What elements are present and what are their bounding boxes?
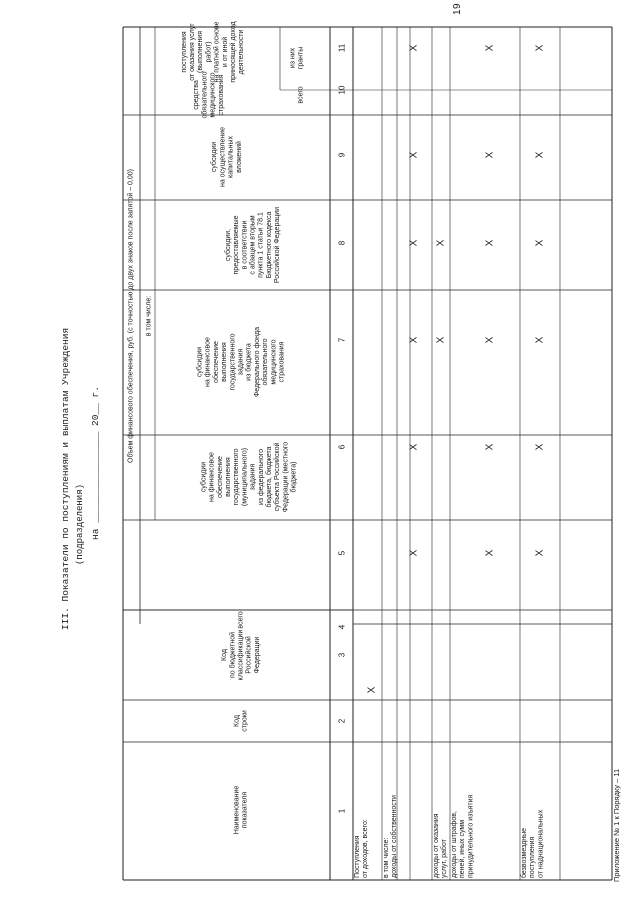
svg-text:медицинского: медицинского (270, 339, 278, 385)
svg-text:X: X (408, 336, 420, 344)
svg-text:на платной основе: на платной основе (213, 21, 221, 83)
header-col7 (224, 207, 281, 283)
svg-text:Код: Код (233, 715, 241, 727)
svg-text:в том числе:: в том числе: (383, 837, 390, 878)
svg-text:X: X (534, 239, 546, 247)
svg-text:выполнения: выполнения (225, 457, 232, 497)
svg-text:приносящей доход: приносящей доход (230, 21, 237, 83)
svg-text:задания: задания (237, 348, 245, 376)
col-number-11 (338, 43, 347, 52)
header-col10 (181, 21, 245, 82)
svg-text:Российской Федерации: Российской Федерации (274, 206, 282, 284)
svg-text:4: 4 (337, 624, 347, 630)
svg-text:поступления: поступления (180, 31, 188, 73)
row-label-1 (354, 819, 369, 878)
svg-text:страхования: страхования (278, 341, 286, 383)
header-indicator-name (233, 786, 248, 835)
date-line: на ________________ 20__ г. (90, 386, 101, 540)
svg-text:поступления: поступления (529, 836, 537, 878)
col-number-10 (338, 85, 347, 94)
svg-text:всего: всего (237, 611, 245, 629)
svg-text:X: X (534, 151, 546, 159)
svg-text:доходы от собственности: доходы от собственности (391, 795, 399, 878)
svg-text:X: X (408, 151, 420, 159)
svg-text:из федерального: из федерального (257, 448, 265, 506)
svg-text:средства: средства (193, 80, 201, 110)
row-4-mark-c11 (485, 44, 496, 51)
col-number-3 (338, 652, 347, 657)
svg-text:вложений: вложений (235, 141, 243, 173)
svg-text:X: X (366, 686, 378, 694)
header-kbk-code (221, 630, 261, 681)
header-col11 (289, 47, 304, 69)
svg-text:Российской: Российской (245, 636, 253, 674)
row-4-mark-c9 (485, 151, 496, 158)
svg-text:X: X (534, 44, 546, 52)
svg-text:Поступления: Поступления (354, 835, 361, 878)
svg-text:показателя: показателя (241, 791, 249, 829)
svg-text:от наднациональных: от наднациональных (537, 809, 545, 878)
svg-text:(выполнения: (выполнения (197, 30, 205, 74)
row-2-mark-c6 (409, 443, 420, 450)
row-2-mark-c7 (409, 336, 420, 343)
svg-text:от оказания услуг: от оказания услуг (189, 23, 196, 81)
header-row-code (233, 710, 248, 732)
svg-text:X: X (408, 443, 420, 451)
row-2-mark-c9 (409, 151, 420, 158)
svg-text:предоставляемые: предоставляемые (233, 215, 241, 275)
svg-text:субсидии: субсидии (196, 346, 204, 378)
svg-text:из них: из них (289, 47, 297, 69)
row-2-mark-c8 (409, 239, 420, 246)
svg-text:2: 2 (337, 718, 347, 724)
svg-text:страхования: страхования (217, 74, 225, 116)
svg-text:X: X (484, 549, 496, 557)
svg-text:деятельности: деятельности (238, 29, 246, 75)
svg-text:X: X (484, 44, 496, 52)
svg-text:бюджета): бюджета) (290, 461, 298, 493)
svg-text:(муниципального): (муниципального) (241, 447, 249, 507)
svg-text:всего: всего (297, 86, 305, 104)
col-number-2 (338, 718, 347, 723)
svg-text:задания: задания (249, 463, 257, 491)
svg-text:доходы от штрафов,: доходы от штрафов, (451, 811, 458, 878)
svg-text:X: X (435, 336, 447, 344)
svg-text:3: 3 (337, 652, 347, 658)
row-5-mark-c6 (535, 443, 546, 450)
svg-text:капитальных: капитальных (227, 136, 235, 178)
row-4-mark-c6 (485, 443, 496, 450)
svg-text:10: 10 (337, 85, 347, 95)
svg-text:строки: строки (241, 710, 249, 732)
svg-text:в соответствии: в соответствии (241, 220, 249, 270)
svg-text:Федерального фонда: Федерального фонда (253, 326, 261, 398)
row-4-mark-c7 (485, 336, 496, 343)
svg-text:11: 11 (337, 43, 347, 53)
svg-text:Бюджетного кодекса: Бюджетного кодекса (265, 211, 273, 279)
svg-text:X: X (534, 336, 546, 344)
svg-text:государственного: государственного (229, 333, 237, 391)
svg-text:7: 7 (337, 337, 347, 343)
table-title: III. Показатели по поступлениям и выплатам Учреждения (60, 327, 71, 630)
svg-text:субсидии: субсидии (211, 141, 219, 173)
svg-text:6: 6 (337, 444, 347, 450)
svg-text:по бюджетной: по бюджетной (229, 631, 237, 679)
svg-text:в том числе:: в том числе: (145, 295, 153, 337)
svg-text:X: X (408, 549, 420, 557)
svg-text:субъекта Российской: субъекта Российской (274, 442, 282, 512)
svg-text:работ): работ) (205, 41, 213, 63)
svg-text:субсидии: субсидии (200, 461, 208, 493)
col-number-4 (338, 624, 347, 629)
svg-text:из бюджета: из бюджета (245, 343, 253, 381)
svg-text:услуг, работ: услуг, работ (441, 839, 449, 878)
header-col6 (196, 327, 286, 397)
svg-text:обязательного: обязательного (262, 338, 270, 386)
row-label-4 (451, 795, 474, 878)
row-5-mark-c5 (535, 549, 546, 556)
row-label-2 (383, 795, 398, 878)
svg-text:Федерации: Федерации (253, 636, 261, 674)
row-3-mark-c8 (436, 239, 447, 246)
footer-note: Приложение № 1 к Порядку – 11 (612, 768, 621, 882)
header-incl (146, 296, 153, 336)
svg-text:выполнения: выполнения (221, 342, 229, 382)
svg-text:9: 9 (337, 152, 347, 158)
svg-text:пеней, иных сумм: пеней, иных сумм (459, 819, 467, 878)
row-2-mark-c11 (409, 44, 420, 51)
svg-text:8: 8 (337, 240, 347, 246)
col-number-7 (338, 337, 347, 342)
svg-text:на финансовое: на финансовое (204, 337, 212, 387)
svg-text:доходы от оказания: доходы от оказания (433, 813, 440, 878)
row-5-mark-c8 (535, 239, 546, 246)
svg-text:X: X (484, 151, 496, 159)
col-number-8 (338, 240, 347, 245)
svg-text:обязательного: обязательного (201, 71, 209, 119)
row-4-mark-c8 (485, 239, 496, 246)
col-number-6 (338, 444, 347, 449)
header-col8 (210, 127, 243, 187)
svg-text:X: X (484, 336, 496, 344)
row-label-3 (433, 813, 448, 878)
row-5-mark-c11 (535, 44, 546, 51)
header-volume (127, 169, 135, 463)
svg-text:от доходов, всего:: от доходов, всего: (362, 819, 370, 878)
svg-text:X: X (408, 239, 420, 247)
svg-text:Наименование: Наименование (233, 785, 241, 835)
row-3-mark-c7 (436, 336, 447, 343)
header-col10-total (298, 86, 305, 103)
svg-text:классификации: классификации (237, 629, 245, 681)
svg-text:1: 1 (337, 808, 347, 814)
svg-text:Федерации (местного: Федерации (местного (282, 441, 290, 513)
header-total (238, 611, 245, 628)
col-number-1 (338, 808, 347, 813)
table-subtitle: (подразделения) (75, 483, 85, 565)
svg-text:X: X (534, 549, 546, 557)
svg-text:на осуществление: на осуществление (219, 126, 227, 188)
svg-text:X: X (484, 443, 496, 451)
page-number: 19 (452, 2, 463, 15)
svg-text:государственного: государственного (233, 448, 241, 506)
row-5-mark-c9 (535, 151, 546, 158)
svg-text:X: X (484, 239, 496, 247)
row-1-mark-kbk (367, 686, 378, 693)
svg-text:бюджета, бюджета: бюджета, бюджета (266, 446, 273, 508)
col-number-5 (338, 550, 347, 555)
svg-text:Объем финансового обеспечения,: Объем финансового обеспечения, руб. (с точностью до двух знаков после запятой – 0,00) (127, 169, 135, 463)
svg-text:с абзацем вторым: с абзацем вторым (249, 215, 257, 275)
svg-text:обеспечение: обеспечение (216, 456, 224, 498)
svg-text:5: 5 (337, 550, 347, 556)
row-4-mark-c5 (485, 549, 496, 556)
row-label-5 (520, 809, 544, 878)
svg-text:X: X (408, 44, 420, 52)
svg-text:на финансовое: на финансовое (208, 452, 216, 502)
row-5-mark-c7 (535, 336, 546, 343)
svg-text:X: X (534, 443, 546, 451)
svg-text:гранты: гранты (297, 46, 305, 70)
svg-text:пункта 1 статьи 78.1: пункта 1 статьи 78.1 (257, 212, 265, 278)
svg-text:и от иной: и от иной (221, 36, 229, 68)
svg-text:обеспечение: обеспечение (212, 341, 220, 383)
row-2-mark-c5 (409, 549, 420, 556)
svg-text:безвозмездные: безвозмездные (521, 827, 528, 878)
col-number-9 (338, 152, 347, 157)
svg-text:субсидии,: субсидии, (224, 228, 232, 262)
svg-text:Код: Код (221, 649, 229, 661)
svg-text:медицинского: медицинского (209, 72, 217, 118)
svg-text:принудительного изъятия: принудительного изъятия (467, 794, 475, 878)
header-col5 (199, 442, 297, 513)
svg-text:X: X (435, 239, 447, 247)
